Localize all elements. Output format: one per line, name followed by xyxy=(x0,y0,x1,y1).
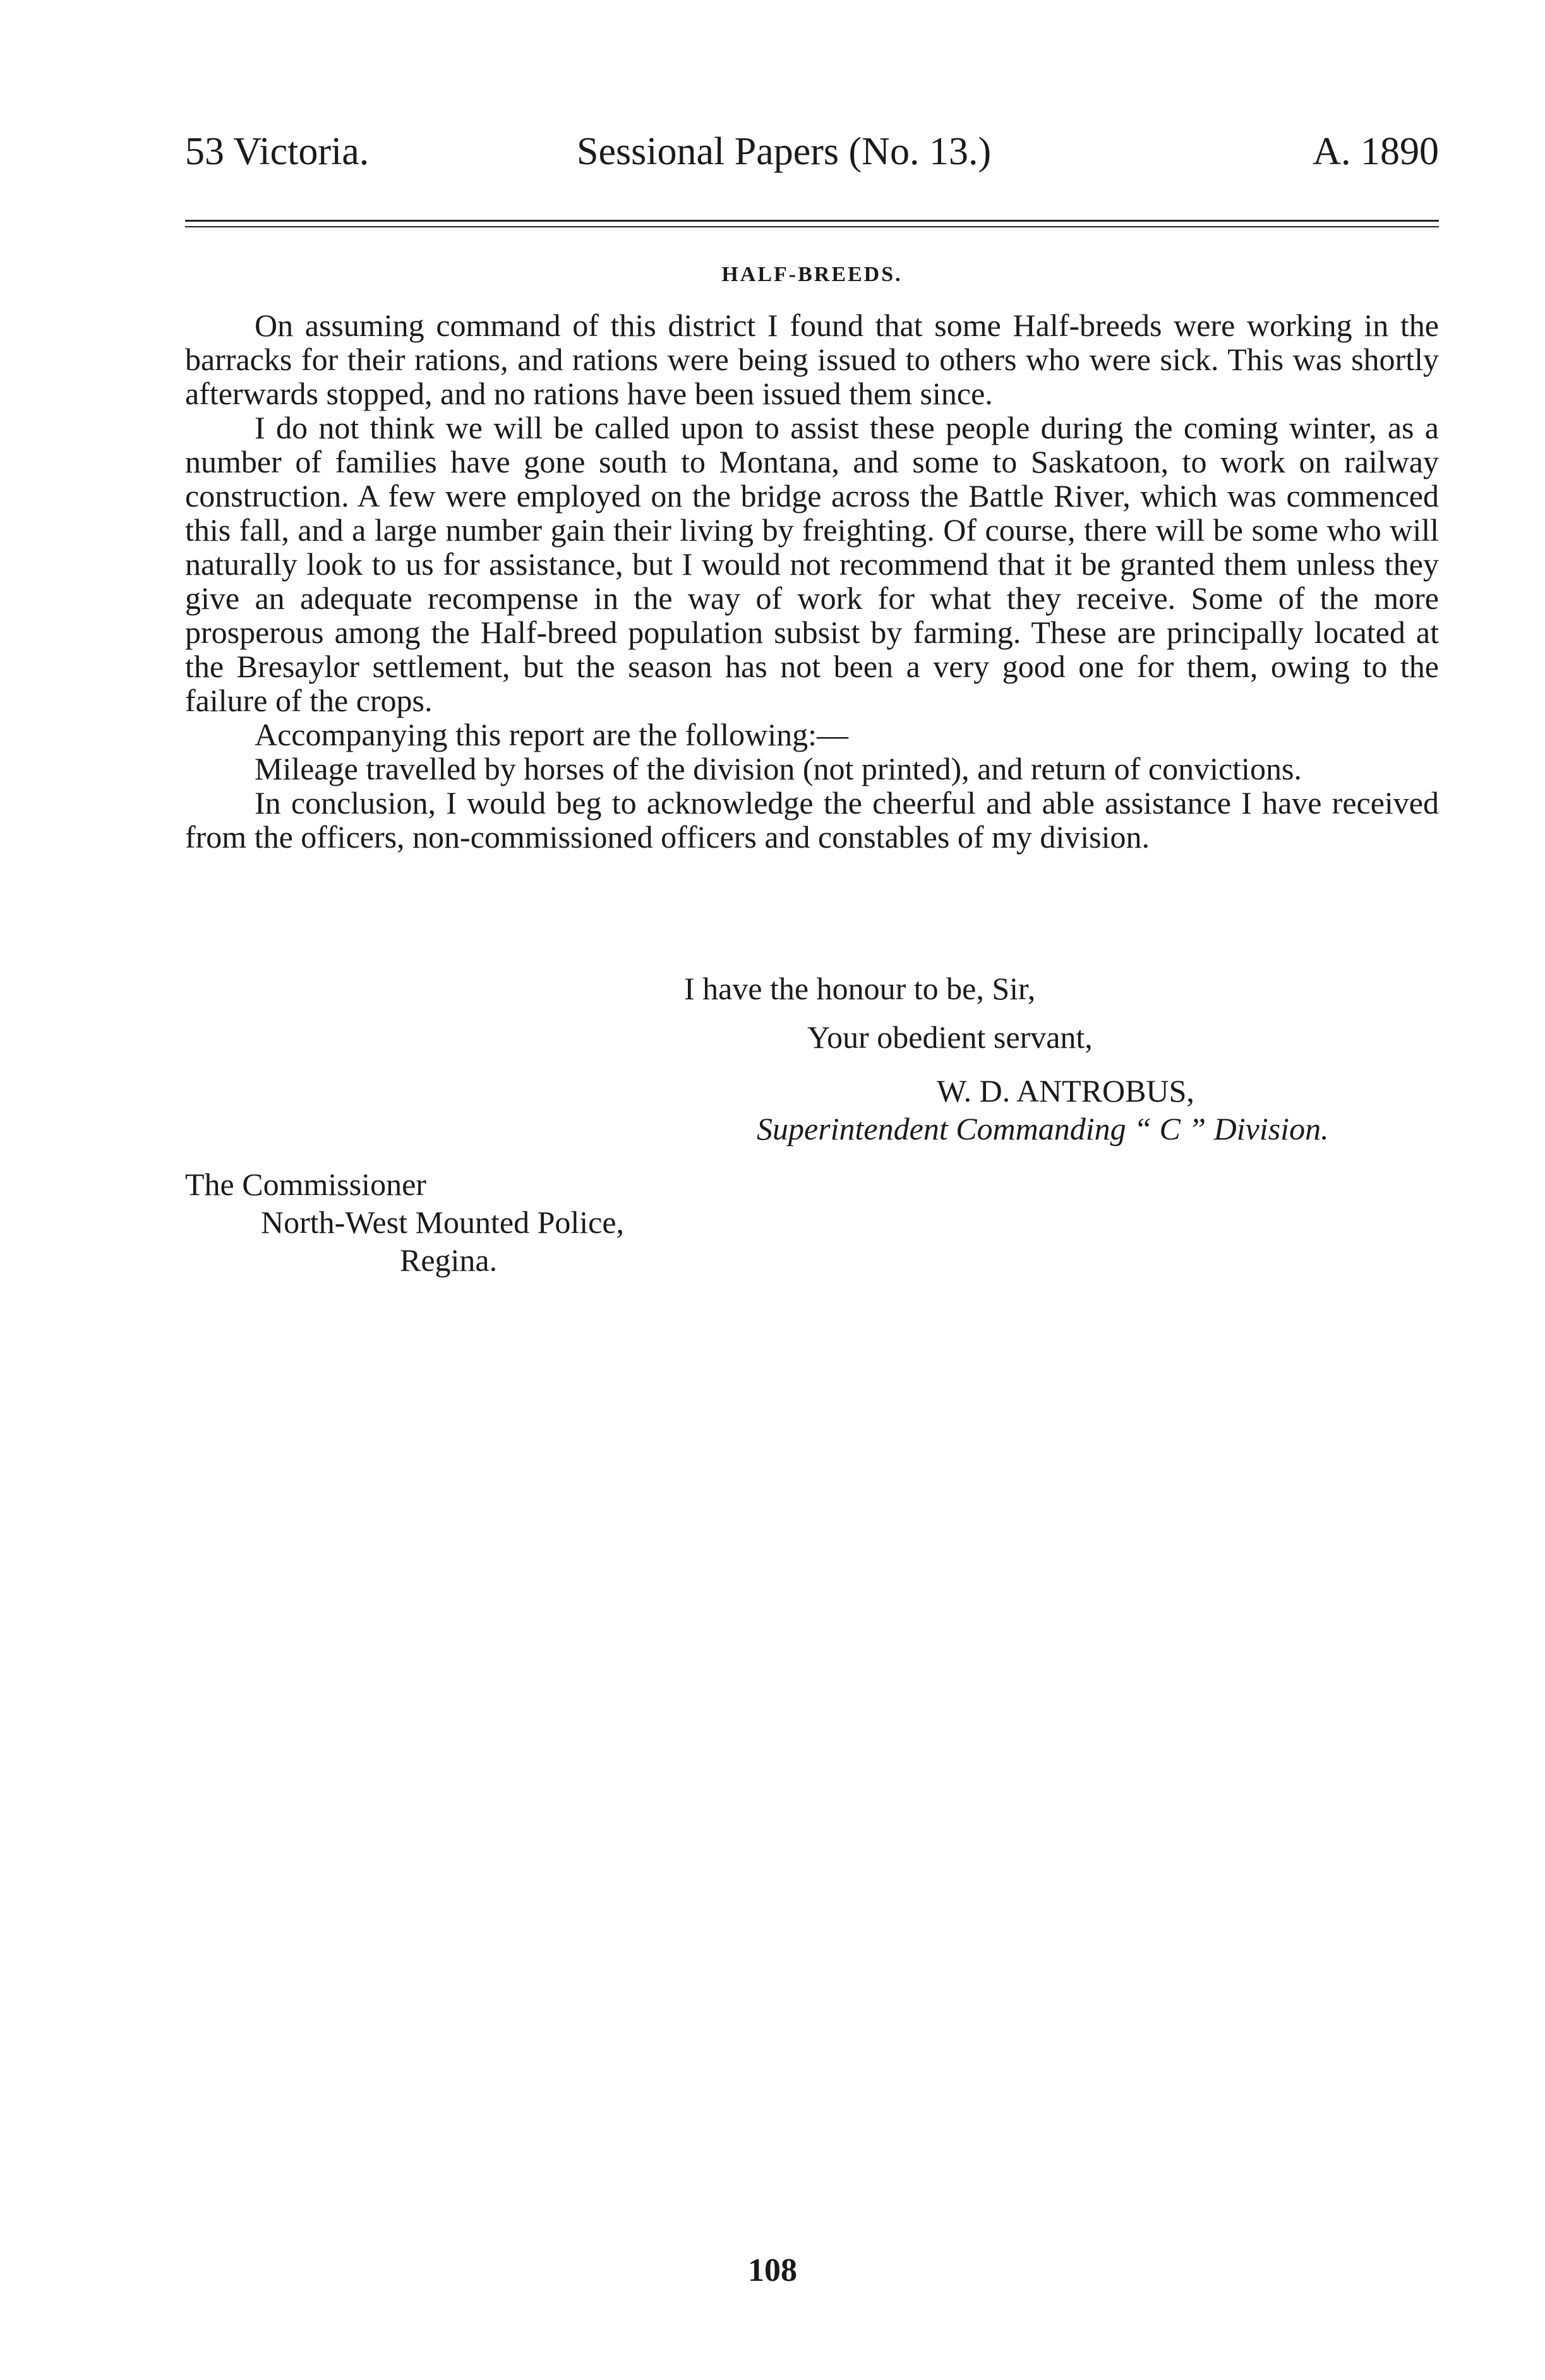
report-body xyxy=(185,308,1439,854)
addressee-line-1: The Commissioner xyxy=(185,1167,426,1202)
addressee-line-3: Regina. xyxy=(400,1242,498,1278)
header-year: A. 1890 xyxy=(1313,130,1439,173)
running-header xyxy=(185,129,1439,174)
paragraph-accompanying: Accompanying this report are the following:— xyxy=(255,717,849,752)
paragraph-mileage: Mileage travelled by horses of the division (not printed), and return of convictions. xyxy=(255,751,1302,786)
signature-title: Superintendent Commanding “ C ” Division. xyxy=(757,1111,1329,1146)
section-heading: HALF-BREEDS. xyxy=(721,263,903,286)
page-number: 108 xyxy=(748,2252,797,2288)
header-volume: 53 Victoria. xyxy=(185,130,370,173)
header-sessional-papers: Sessional Papers (No. 13.) xyxy=(577,130,992,173)
paragraph-conclusion: In conclusion, I would beg to acknowledge the cheerful and able assistance I have received from the officers, non-commissioned officers and constables of my division. xyxy=(185,785,1439,855)
closing-servant: Your obedient servant, xyxy=(807,1019,1093,1055)
paragraph-rations: On assuming command of this district I found that some Half-breeds were working in the barracks for their rations, and rations were being issued to others who were sick. This was shortly afterwards stopped, and no rations have been issued them since. xyxy=(185,308,1439,411)
header-rule-bottom xyxy=(185,226,1439,227)
paragraph-winter-assistance: I do not think we will be called upon to assist these people during the coming winter, as a number of families have gone south to Montana, and some to Saskatoon, to work on railway construction. A few were employed on the bridge across the Battle River, which was commenced this fall, and a large number gain their living by freighting. Of course, there will be some who will naturally look to us for assistance, but I would not recommend that it be granted them unless they give an adequate recompense in the way of work for what they receive. Some of the more prosperous among the Half-breed population subsist by farming. These are principally located at the Bresaylor settlement, but the season has not been a very good one for them, owing to the failure of the crops. xyxy=(185,410,1439,718)
addressee-line-2: North-West Mounted Police, xyxy=(261,1205,625,1240)
closing-honour: I have the honour to be, Sir, xyxy=(684,971,1036,1006)
header-rule-top xyxy=(185,220,1439,222)
signature-name: W. D. ANTROBUS, xyxy=(937,1073,1194,1109)
